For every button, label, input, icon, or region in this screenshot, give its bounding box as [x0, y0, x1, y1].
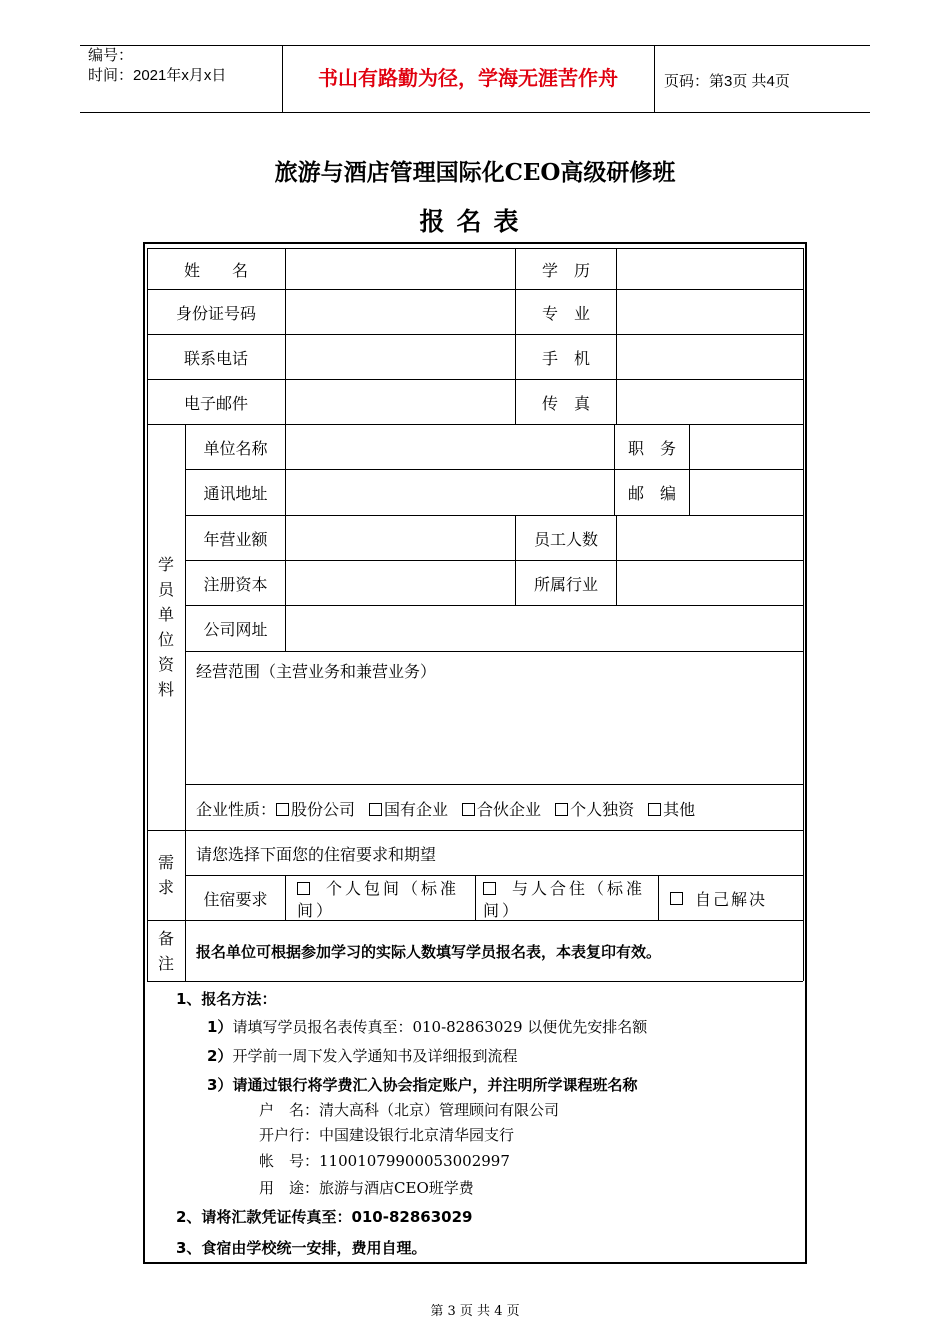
grid-line [147, 981, 803, 982]
grid-line [185, 784, 803, 785]
header-time: 时间：2021年x月x日 [88, 67, 227, 84]
option-lodging-shared[interactable]: 与人合住（标准间） [483, 879, 646, 918]
label-enterprise-nature: 企业性质： [196, 799, 277, 819]
checkbox[interactable] [276, 803, 289, 816]
note-1: 1、报名方法： [176, 990, 277, 1008]
field-email[interactable] [286, 380, 515, 424]
field-phone[interactable] [286, 335, 515, 379]
header-number: 编号： [88, 47, 134, 64]
option-sole-proprietor[interactable]: 个人独资 [555, 797, 634, 820]
field-revenue[interactable] [286, 516, 515, 560]
remark-text: 报名单位可根据参加学习的实际人数填写学员报名表，本表复印有效。 [196, 942, 662, 961]
label-mobile: 手 机 [541, 348, 590, 368]
label-capital: 注册资本 [203, 574, 268, 594]
header-divider-2 [654, 45, 655, 112]
header-motto: 书山有路勤为径，学海无涯苦作舟 [318, 66, 618, 90]
label-revenue: 年营业额 [203, 529, 268, 549]
grid-line [658, 875, 659, 920]
label-fax: 传 真 [541, 393, 590, 413]
label-business-scope: 经营范围（主营业务和兼营业务） [196, 661, 437, 681]
label-education: 学 历 [541, 260, 590, 280]
label-major: 专 业 [541, 303, 590, 323]
label-id-number: 身份证号码 [175, 303, 256, 323]
option-state-owned[interactable]: 国有企业 [369, 797, 448, 820]
grid-line [285, 875, 286, 920]
note-3: 3、食宿由学校统一安排，费用自理。 [176, 1239, 427, 1257]
page-footer: 第 3 页 共 4 页 [430, 1304, 520, 1319]
option-lodging-single[interactable]: 个人包间（标准间） [297, 879, 460, 918]
section-remark-label: 备 注 [157, 929, 174, 973]
label-website: 公司网址 [203, 620, 268, 639]
note-2: 2、请将汇款凭证传真至：010-82863029 [176, 1208, 473, 1226]
field-id-number[interactable] [286, 290, 515, 334]
account-bank: 开户行：中国建设银行北京清华园支行 [259, 1126, 515, 1144]
document-title: 旅游与酒店管理国际化CEO高级研修班 [274, 159, 676, 186]
grid-line [185, 651, 803, 652]
checkbox[interactable] [670, 892, 683, 905]
note-1-2: 2）开学前一周下发入学通知书及详细报到流程 [207, 1047, 518, 1065]
field-website[interactable] [286, 606, 803, 651]
checkbox[interactable] [555, 803, 568, 816]
checkbox[interactable] [369, 803, 382, 816]
field-industry[interactable] [617, 561, 803, 605]
field-employees[interactable] [617, 516, 803, 560]
field-education[interactable] [617, 249, 803, 289]
checkbox[interactable] [297, 882, 310, 895]
grid-line [475, 875, 476, 920]
enterprise-nature-row [196, 786, 800, 830]
label-company-name: 单位名称 [203, 438, 268, 458]
option-lodging-self[interactable]: 自己解决 [670, 876, 803, 920]
field-major[interactable] [617, 290, 803, 334]
section-needs-label: 需 求 [157, 853, 174, 897]
header-page-info: 页码：第3页 共4页 [664, 73, 790, 90]
label-industry: 所属行业 [533, 574, 598, 594]
label-name: 姓 名 [183, 260, 248, 280]
section-company-label: 学 员 单 位 资 料 [157, 555, 174, 699]
header-meta [88, 46, 226, 86]
note-1-3: 3）请通过银行将学费汇入协会指定账户，并注明所学课程班名称 [207, 1076, 638, 1094]
field-name[interactable] [286, 249, 515, 289]
label-postcode: 邮 编 [627, 484, 676, 503]
label-address: 通讯地址 [203, 484, 268, 503]
checkbox[interactable] [462, 803, 475, 816]
account-usage: 用 途：旅游与酒店CEO班学费 [259, 1179, 474, 1197]
option-partnership[interactable]: 合伙企业 [462, 797, 541, 820]
checkbox[interactable] [648, 803, 661, 816]
label-email: 电子邮件 [183, 393, 248, 413]
field-business-scope[interactable] [186, 685, 803, 783]
option-joint-stock[interactable]: 股份公司 [276, 797, 355, 820]
field-fax[interactable] [617, 380, 803, 424]
field-position[interactable] [690, 425, 803, 469]
account-name: 户 名：清大高科（北京）管理顾问有限公司 [259, 1101, 560, 1119]
header-bottom-line [80, 112, 870, 113]
label-employees: 员工人数 [533, 529, 598, 549]
label-position: 职 务 [627, 438, 676, 458]
field-mobile[interactable] [617, 335, 803, 379]
field-postcode[interactable] [690, 470, 803, 515]
field-company-name[interactable] [286, 425, 614, 469]
label-phone: 联系电话 [183, 348, 248, 368]
checkbox[interactable] [483, 882, 496, 895]
label-lodging: 住宿要求 [203, 889, 268, 909]
field-address[interactable] [286, 470, 614, 515]
needs-prompt: 请您选择下面您的住宿要求和期望 [196, 844, 437, 864]
note-1-1: 1）请填写学员报名表传真至：010-82863029 以便优先安排名额 [207, 1018, 648, 1036]
document-subtitle: 报名表 [419, 207, 531, 236]
grid-line [803, 248, 804, 981]
field-capital[interactable] [286, 561, 515, 605]
option-other[interactable]: 其他 [648, 797, 695, 820]
account-number: 帐 号：11001079900053002997 [259, 1152, 510, 1170]
